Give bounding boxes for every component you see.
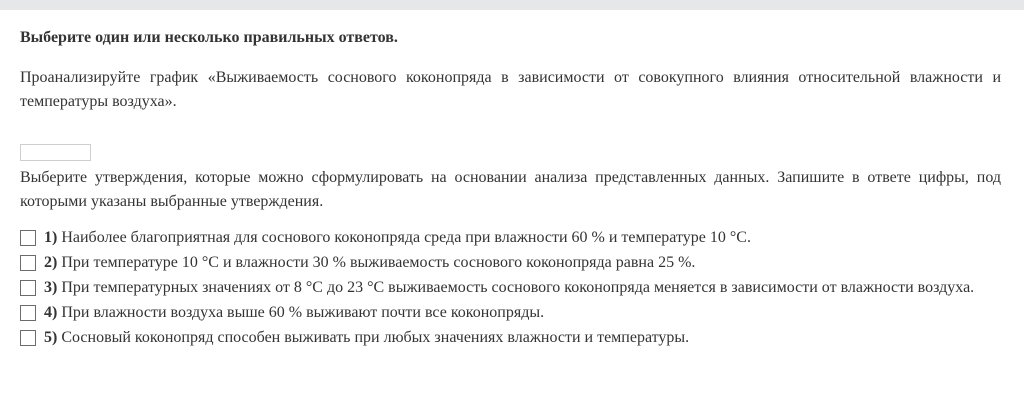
option-1[interactable] bbox=[20, 226, 1001, 250]
option-2[interactable] bbox=[20, 251, 1001, 275]
option-4[interactable] bbox=[20, 301, 1001, 325]
option-3-text: При температурных значениях от 8 °С до 23 °С выживаемость соснового коконопряда меняется в зависимости от влажности воздуха. bbox=[61, 279, 975, 296]
option-4-number: 4) bbox=[44, 304, 58, 321]
option-1-text: Наиболее благоприятная для соснового коконопряда среда при влажности 60 % и температуре 10 °С. bbox=[61, 229, 751, 246]
option-1-checkbox[interactable] bbox=[20, 230, 36, 246]
option-2-number: 2) bbox=[44, 254, 58, 271]
option-4-text: При влажности воздуха выше 60 % выживают почти все коконопряды. bbox=[61, 304, 545, 321]
option-5-checkbox[interactable] bbox=[20, 330, 36, 346]
option-5-text: Сосновый коконопряд способен выживать при любых значениях влажности и температуры. bbox=[61, 329, 690, 346]
option-3-checkbox[interactable] bbox=[20, 280, 36, 296]
task-content bbox=[20, 28, 1001, 351]
option-4-checkbox[interactable] bbox=[20, 305, 36, 321]
option-2-text: При температуре 10 °С и влажности 30 % выживаемость соснового коконопряда равна 25 %. bbox=[61, 254, 696, 271]
option-3-number: 3) bbox=[44, 279, 58, 296]
option-5[interactable] bbox=[20, 326, 1001, 350]
answer-options bbox=[20, 226, 1001, 350]
task-question: Выберите утверждения, которые можно сформулировать на основании анализа представленных данных. Запишите в ответе цифры, под которыми указаны выбранные утверждения. bbox=[20, 169, 1001, 210]
option-2-checkbox[interactable] bbox=[20, 255, 36, 271]
option-3[interactable] bbox=[20, 276, 1001, 300]
top-bar bbox=[0, 0, 1024, 10]
task-instruction: Выберите один или несколько правильных ответов. bbox=[20, 29, 398, 46]
graph-image-placeholder bbox=[20, 144, 91, 161]
task-intro: Проанализируйте график «Выживаемость соснового коконопряда в зависимости от совокупного влияния относительной влажности и температуры воздуха». bbox=[20, 69, 1001, 110]
option-1-number: 1) bbox=[44, 229, 58, 246]
option-5-number: 5) bbox=[44, 329, 58, 346]
